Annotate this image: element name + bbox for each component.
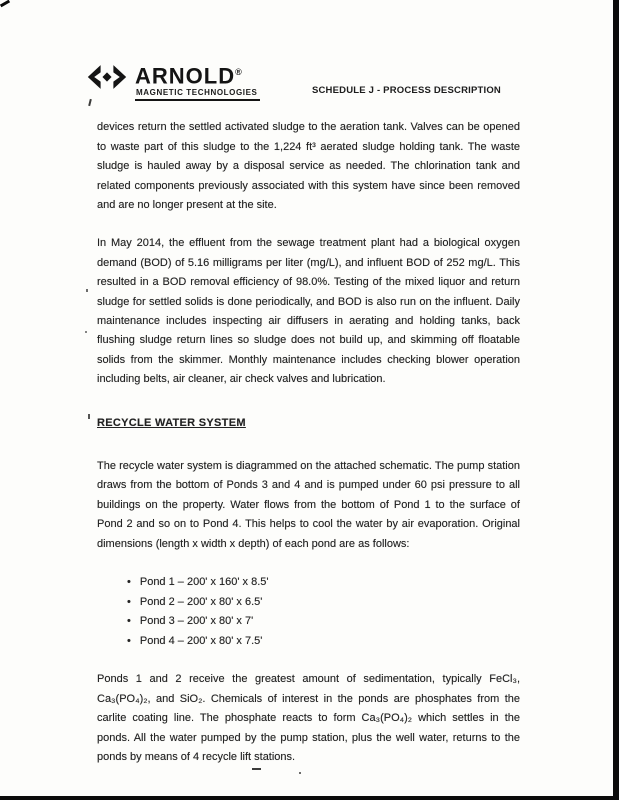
page-header xyxy=(0,0,619,101)
bullet-icon xyxy=(127,573,131,593)
list-item-pond-3 xyxy=(127,612,520,632)
registered-mark-icon: ® xyxy=(235,67,243,77)
pond-1-dimensions: Pond 1 – 200' x 160' x 8.5' xyxy=(139,576,269,589)
document-body xyxy=(0,101,619,767)
scan-speck xyxy=(86,289,88,292)
list-item-pond-4 xyxy=(127,632,520,652)
pond-3-dimensions: Pond 3 – 200' x 80' x 7' xyxy=(139,615,254,628)
scan-edge-bottom xyxy=(0,796,619,800)
schedule-title: SCHEDULE J - PROCESS DESCRIPTION xyxy=(311,85,501,97)
paragraph-recycle-system: The recycle water system is diagrammed on the attached schematic. The pump station draws from the bottom of Ponds 3 and 4 and is pumped under 60 psi pressure to all buildings on the property. Water flows from the bottom of Pond 1 to the surface of Pond 2 and so on to Pond 4. This helps to cool the water by air evaporation. Original dimensions (length x width x depth) of each pond are as follows: xyxy=(97,460,520,550)
bullet-icon xyxy=(127,632,131,652)
pond-2-dimensions: Pond 2 – 200' x 80' x 6.5' xyxy=(139,595,263,608)
list-item-pond-2 xyxy=(127,593,520,613)
arnold-logo xyxy=(86,62,260,101)
arnold-logo-icon xyxy=(86,63,128,91)
paragraph-aeration-sludge: devices return the settled activated sludge to the aeration tank. Valves can be opened to waste part of this sludge to the 1,224 ft³ aerated sludge holding tank. The waste sludge is hauled away by a disposal service as needed. The chlorination tank and related components previously associated with this system have since been removed and are no longer present at the site. xyxy=(97,121,520,211)
section-heading-recycle-water: RECYCLE WATER SYSTEM xyxy=(97,416,246,429)
scan-speck xyxy=(299,772,301,774)
bullet-icon xyxy=(127,593,131,613)
logo-wordmark: ARNOLD® xyxy=(135,63,243,89)
paragraph-sedimentation: Ponds 1 and 2 receive the greatest amount of sedimentation, typically FeCl₃, Ca₃(PO₄)₂, and SiO₂. Chemicals of interest in the ponds are phosphates from the carlite coating line. The phosphate reacts to form Ca₃(PO₄)₂ which settles in the ponds. All the water pumped by the pump station, plus the well water, returns to the ponds by means of 4 recycle lift stations. xyxy=(97,673,520,764)
list-item-pond-1 xyxy=(127,573,520,593)
logo-text-block xyxy=(135,62,260,101)
logo-subtext: MAGNETIC TECHNOLOGIES xyxy=(135,87,260,101)
pond-4-dimensions: Pond 4 – 200' x 80' x 7.5' xyxy=(139,634,263,647)
bullet-icon xyxy=(127,612,131,632)
scan-speck xyxy=(252,768,261,770)
scan-speck xyxy=(88,414,90,419)
scan-edge-right xyxy=(613,0,619,800)
pond-dimension-list xyxy=(97,573,520,651)
paragraph-effluent-maintenance: In May 2014, the effluent from the sewage treatment plant had a biological oxygen demand (BOD) of 5.16 milligrams per liter (mg/L), and influent BOD of 252 mg/L. This resulted in a BOD removal efficiency of 98.0%. Testing of the mixed liquor and return sludge for settled solids is done periodically, and BOD is also run on the influent. Daily maintenance includes inspecting air diffusers in aerating and holding tanks, back flushing sludge return lines so sludge does not build up, and skimming off floatable solids from the skimmer. Monthly maintenance includes checking blower operation including belts, air cleaner, air check valves and lubrication. xyxy=(97,237,520,386)
scan-speck xyxy=(85,331,87,333)
